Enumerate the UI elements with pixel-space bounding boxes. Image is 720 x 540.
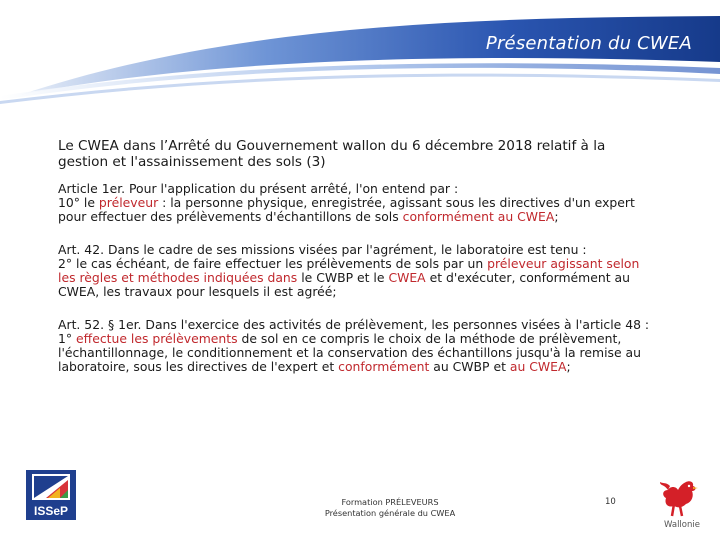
header-banner [0,0,720,105]
footer-caption [300,497,480,519]
page-title: Présentation du CWEA [485,33,692,54]
section-heading [58,138,694,170]
paragraph-line [58,257,694,271]
paragraph-line: Article 1er. Pour l'application du présent arrêté, l'on entend par : [58,181,459,196]
paragraph-line [58,360,694,374]
footer-line: Formation PRÉLEVEURS [341,497,439,507]
text-segment: 1° [58,331,77,346]
text-segment: ; [554,209,559,224]
article-42-paragraph [58,243,694,299]
footer-line: Présentation générale du CWEA [324,508,456,518]
highlighted-term: conformément au CWEA [402,209,555,224]
text-segment: : la personne physique, enregistrée, agissant sous les directives d'un expert [158,195,635,210]
paragraph-line [58,210,694,224]
wallonie-label: Wallonie [664,520,700,530]
paragraph-line [58,271,694,285]
text-segment: 10° le [58,195,99,210]
highlighted-term: les règles et méthodes indiquées dans [58,270,298,285]
paragraph-line [58,196,694,210]
text-segment: 2° le cas échéant, de faire effectuer les prélèvements de sols par un [58,256,488,271]
heading-line: Le CWEA dans l’Arrêté du Gouvernement wallon du 6 décembre 2018 relatif à la [58,138,606,154]
highlighted-term: préleveur agissant selon [487,256,640,271]
paragraph-line: l'échantillonnage, le conditionnement et la conservation des échantillons jusqu'à la remise au [58,345,641,360]
highlighted-term: au CWEA [509,359,567,374]
paragraph-line: Art. 42. Dans le cadre de ses missions visées par l'agrément, le laboratoire est tenu : [58,242,587,257]
text-segment: de sol en ce compris le choix de la méthode de prélèvement, [237,331,622,346]
page-number: 10 [605,497,616,507]
text-segment: laboratoire, sous les directives de l'expert et [58,359,339,374]
text-segment: le CWBP et le [297,270,389,285]
text-segment: au CWBP et [429,359,510,374]
paragraph-line [58,332,694,346]
text-segment: pour effectuer des prélèvements d'échantillons de sols [58,209,403,224]
highlighted-term: préleveur [98,195,159,210]
text-segment: et d'exécuter, conformément au [425,270,630,285]
issep-logo-text: ISSeP [33,504,69,518]
paragraph-line: Art. 52. § 1er. Dans l'exercice des activités de prélèvement, les personnes visées à l'article 48 : [58,317,650,332]
issep-logo [26,470,76,520]
paragraph-line: CWEA, les travaux pour lesquels il est agréé; [58,284,337,299]
article-52-paragraph [58,318,694,374]
heading-line: gestion et l'assainissement des sols (3) [58,154,326,170]
highlighted-term: effectue les prélèvements [76,331,238,346]
text-segment: ; [566,359,571,374]
highlighted-term: CWEA [388,270,426,285]
article-1-paragraph [58,182,694,224]
main-content [58,138,694,393]
highlighted-term: conformément [338,359,430,374]
